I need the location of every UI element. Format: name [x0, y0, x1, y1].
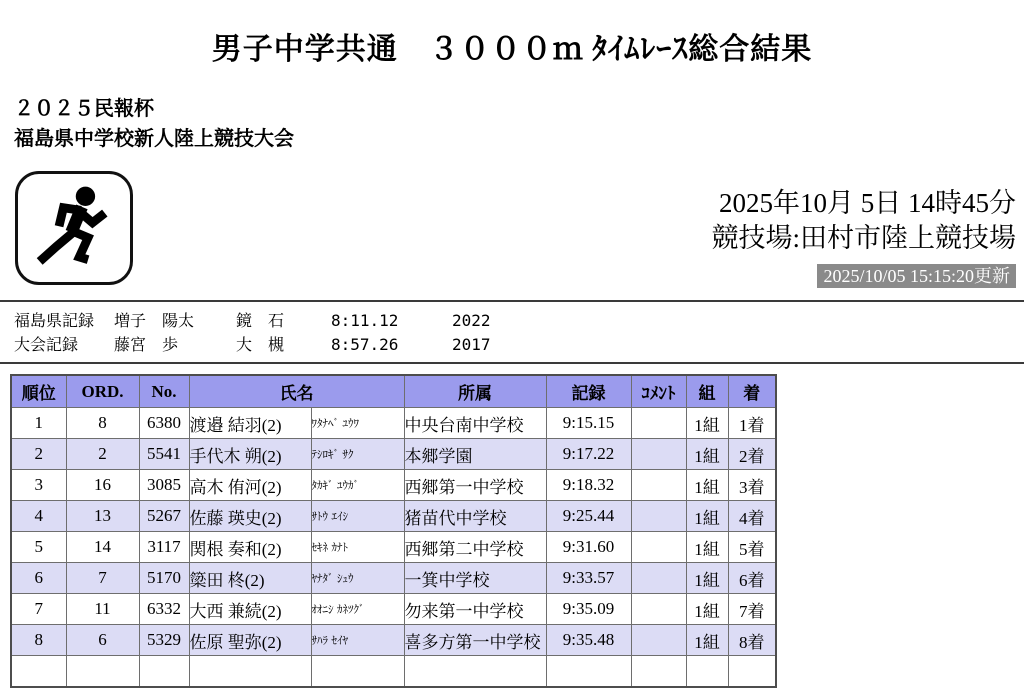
record-row-meet	[14, 334, 1024, 358]
result-row	[11, 563, 776, 594]
cell-no: 5541	[139, 439, 189, 470]
cell-team: 西郷第二中学校	[404, 532, 546, 563]
cell-comment	[631, 470, 686, 501]
header-name: 氏名	[189, 375, 404, 408]
cell-time: 9:15.15	[546, 408, 631, 439]
cell-no: 6332	[139, 594, 189, 625]
cell-name: 佐藤 瑛史(2)	[189, 501, 311, 532]
cell-comment	[631, 532, 686, 563]
cell-rank: 8	[11, 625, 66, 656]
cell-no: 5267	[139, 501, 189, 532]
result-row	[11, 532, 776, 563]
cell-no: 5170	[139, 563, 189, 594]
cell-no: 5329	[139, 625, 189, 656]
cell-rank: 4	[11, 501, 66, 532]
result-row-clipped	[11, 656, 776, 688]
records-section	[0, 300, 1024, 364]
cell-place: 5着	[728, 532, 776, 563]
cell-ord: 2	[66, 439, 139, 470]
cell-heat: 1組	[686, 625, 728, 656]
cell-time: 9:31.60	[546, 532, 631, 563]
result-row	[11, 594, 776, 625]
cell-rank: 3	[11, 470, 66, 501]
cell-team: 本郷学園	[404, 439, 546, 470]
meet-cup-name: ２０２５民報杯	[14, 98, 154, 120]
results-table	[10, 374, 777, 688]
meet-info	[14, 94, 294, 154]
record-time: 8:11.12	[331, 311, 399, 330]
cell-name: 簗田 柊(2)	[189, 563, 311, 594]
cell-team: 一箕中学校	[404, 563, 546, 594]
cell-time: 9:17.22	[546, 439, 631, 470]
record-athlete-name: 増子 陽太	[114, 311, 195, 330]
result-row	[11, 625, 776, 656]
cell-time: 9:25.44	[546, 501, 631, 532]
cell-place: 4着	[728, 501, 776, 532]
cell-time: 9:35.09	[546, 594, 631, 625]
header-place: 着	[728, 375, 776, 408]
event-datetime: 2025年10月 5日 14時45分	[719, 188, 1016, 218]
header-team: 所属	[404, 375, 546, 408]
cell-name: 大西 兼続(2)	[189, 594, 311, 625]
cell-place: 3着	[728, 470, 776, 501]
cell-place: 1着	[728, 408, 776, 439]
update-timestamp: 2025/10/05 15:15:20更新	[817, 264, 1016, 288]
header-comment: ｺﾒﾝﾄ	[631, 375, 686, 408]
event-venue: 競技場:田村市陸上競技場	[711, 223, 1016, 253]
cell-kana: ﾜﾀﾅﾍﾞ ﾕｳﾜ	[311, 408, 404, 439]
cell-comment	[631, 625, 686, 656]
event-info	[711, 186, 1016, 291]
cell-comment	[631, 408, 686, 439]
record-athlete-team: 大 槻	[236, 335, 285, 354]
meet-competition-name: 福島県中学校新人陸上競技大会	[14, 128, 294, 150]
cell-ord: 14	[66, 532, 139, 563]
table-header-row	[11, 375, 776, 408]
cell-name: 渡邉 結羽(2)	[189, 408, 311, 439]
page-title: 男子中学共通 ３０００ｍ ﾀｲﾑﾚｰｽ総合結果	[211, 33, 813, 66]
header-no: No.	[139, 375, 189, 408]
cell-heat: 1組	[686, 408, 728, 439]
header-rank: 順位	[11, 375, 66, 408]
result-row	[11, 408, 776, 439]
cell-comment	[631, 594, 686, 625]
cell-kana: ｾｷﾈ ｶﾅﾄ	[311, 532, 404, 563]
cell-kana: ｵｵﾆｼ ｶﾈﾂｸﾞ	[311, 594, 404, 625]
header-heat: 組	[686, 375, 728, 408]
cell-ord: 7	[66, 563, 139, 594]
cell-rank: 1	[11, 408, 66, 439]
cell-place: 2着	[728, 439, 776, 470]
cell-rank: 7	[11, 594, 66, 625]
record-athlete-team: 鏡 石	[236, 311, 285, 330]
cell-ord: 8	[66, 408, 139, 439]
cell-time: 9:33.57	[546, 563, 631, 594]
record-year: 2022	[452, 311, 491, 330]
cell-heat: 1組	[686, 470, 728, 501]
cell-name: 佐原 聖弥(2)	[189, 625, 311, 656]
record-year: 2017	[452, 335, 491, 354]
record-time: 8:57.26	[331, 335, 399, 354]
cell-place: 7着	[728, 594, 776, 625]
cell-rank: 2	[11, 439, 66, 470]
cell-ord: 16	[66, 470, 139, 501]
result-row	[11, 501, 776, 532]
cell-place: 6着	[728, 563, 776, 594]
cell-ord: 6	[66, 625, 139, 656]
cell-kana: ﾃｼﾛｷﾞ ｻｸ	[311, 439, 404, 470]
cell-kana: ﾀｶｷﾞ ﾕｳｶﾞ	[311, 470, 404, 501]
cell-kana: ｻﾊﾗ ｾｲﾔ	[311, 625, 404, 656]
cell-no: 6380	[139, 408, 189, 439]
cell-rank: 6	[11, 563, 66, 594]
cell-team: 猪苗代中学校	[404, 501, 546, 532]
cell-comment	[631, 439, 686, 470]
record-label: 大会記録	[14, 335, 79, 354]
record-label: 福島県記録	[14, 311, 95, 330]
cell-name: 高木 侑河(2)	[189, 470, 311, 501]
cell-comment	[631, 501, 686, 532]
header-ord: ORD.	[66, 375, 139, 408]
cell-heat: 1組	[686, 501, 728, 532]
cell-kana: ｻﾄｳ ｴｲｼ	[311, 501, 404, 532]
cell-place: 8着	[728, 625, 776, 656]
cell-heat: 1組	[686, 439, 728, 470]
cell-name: 関根 奏和(2)	[189, 532, 311, 563]
cell-team: 喜多方第一中学校	[404, 625, 546, 656]
runner-icon	[30, 182, 118, 274]
cell-heat: 1組	[686, 594, 728, 625]
record-athlete-name: 藤宮 歩	[114, 335, 179, 354]
cell-ord: 11	[66, 594, 139, 625]
cell-kana: ﾔﾅﾀﾞ ｼｭｳ	[311, 563, 404, 594]
record-row-prefecture	[14, 310, 1024, 334]
running-event-icon	[15, 171, 133, 285]
cell-heat: 1組	[686, 532, 728, 563]
cell-no: 3117	[139, 532, 189, 563]
cell-heat: 1組	[686, 563, 728, 594]
cell-time: 9:35.48	[546, 625, 631, 656]
cell-comment	[631, 563, 686, 594]
cell-ord: 13	[66, 501, 139, 532]
cell-no: 3085	[139, 470, 189, 501]
cell-time: 9:18.32	[546, 470, 631, 501]
cell-name: 手代木 朔(2)	[189, 439, 311, 470]
cell-team: 中央台南中学校	[404, 408, 546, 439]
result-row	[11, 470, 776, 501]
cell-rank: 5	[11, 532, 66, 563]
header-time: 記録	[546, 375, 631, 408]
cell-team: 勿来第一中学校	[404, 594, 546, 625]
cell-team: 西郷第一中学校	[404, 470, 546, 501]
result-row	[11, 439, 776, 470]
